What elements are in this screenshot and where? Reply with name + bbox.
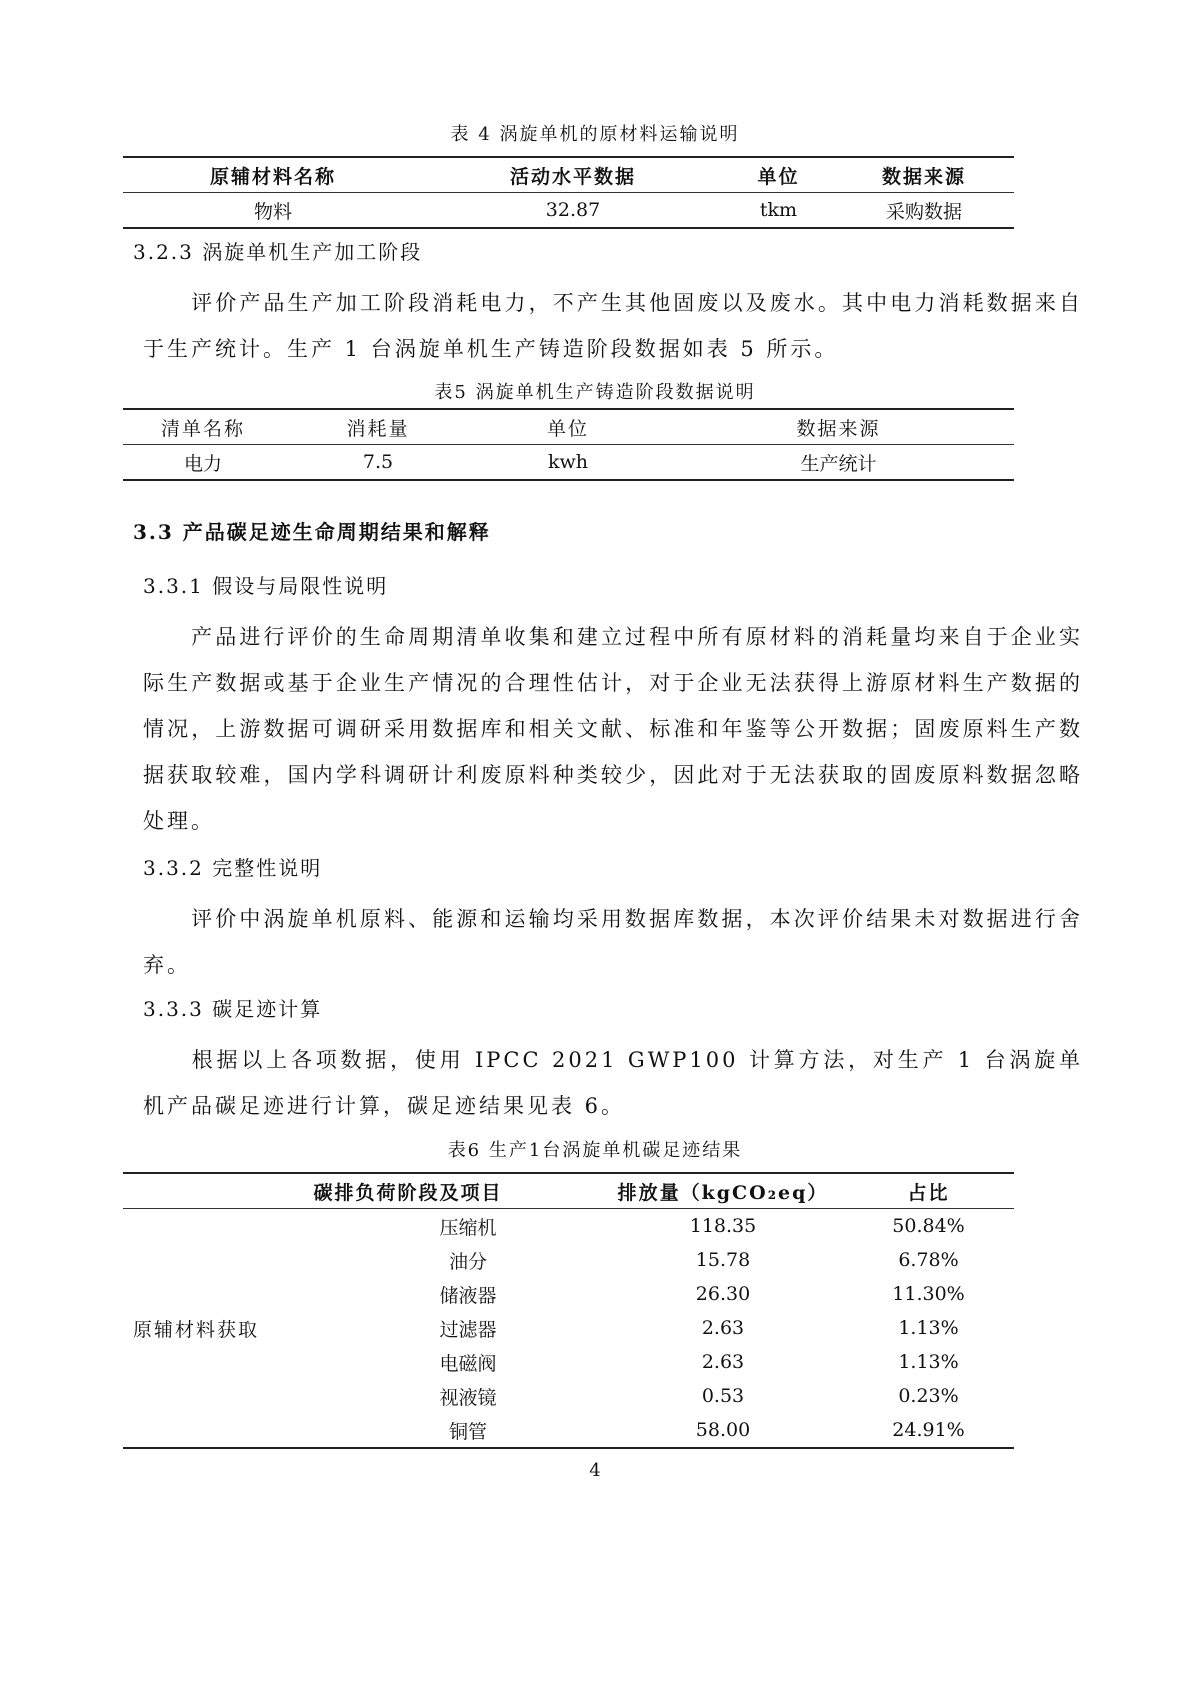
table4-header-cell: 原辅材料名称: [123, 157, 423, 193]
table6-value: 15.78: [695, 1249, 751, 1271]
table6-share: 24.91%: [843, 1413, 1014, 1448]
table4-cell: tkm: [723, 193, 834, 229]
paragraph-text: 评价中涡旋单机原料、能源和运输均采用数据库数据，本次评价结果未对数据进行舍弃。: [143, 907, 1083, 977]
table4-cell: 物料: [123, 193, 423, 229]
table6-value: 26.30: [695, 1283, 751, 1305]
table6-caption: 表6 生产1台涡旋单机碳足迹结果: [447, 1140, 743, 1161]
table-row: [123, 445, 1014, 481]
table5-header-cell: 数据来源: [663, 409, 1014, 445]
table-row: [123, 193, 1014, 229]
table6-share: 50.84%: [843, 1209, 1014, 1244]
table6-item: 储液器: [439, 1284, 497, 1307]
table4-cell: 采购数据: [834, 193, 1014, 229]
table-row: [123, 1209, 1014, 1244]
table6-value: 118.35: [603, 1209, 843, 1244]
table5-header-row: [123, 409, 1014, 445]
table6-share: 1.13%: [898, 1351, 959, 1373]
table6-header-emission: 排放量（kgCO₂eq）: [603, 1173, 843, 1209]
table5-header-cell: 单位: [473, 409, 663, 445]
table5-cell: 7.5: [283, 445, 473, 481]
page-number: 4: [589, 1460, 601, 1481]
section-3-3-1-heading: 3.3.1 假设与局限性说明: [143, 574, 389, 598]
section-3-3-3-heading: 3.3.3 碳足迹计算: [143, 997, 323, 1021]
paragraph-text: 评价产品生产加工阶段消耗电力，不产生其他固废以及废水。其中电力消耗数据来自于生产统计。生产 1 台涡旋单机生产铸造阶段数据如表 5 所示。: [143, 291, 1083, 361]
table5-header-cell: 清单名称: [123, 409, 283, 445]
section-3-2-3-heading: 3.2.3 涡旋单机生产加工阶段: [133, 240, 423, 264]
table5-header-cell: 消耗量: [283, 409, 473, 445]
table6-header-stage: 碳排负荷阶段及项目: [123, 1173, 603, 1209]
table6-header-share: 占比: [843, 1173, 1014, 1209]
table4-header-row: [123, 157, 1014, 193]
table6-item: 压缩机: [333, 1209, 603, 1244]
paragraph-production: [143, 280, 1083, 372]
table4-header-cell: 活动水平数据: [423, 157, 723, 193]
table4-header-cell: 单位: [723, 157, 834, 193]
section-3-3-heading: 3.3 产品碳足迹生命周期结果和解释: [133, 520, 491, 544]
table6-share: 11.30%: [892, 1283, 965, 1305]
paragraph-completeness: [143, 896, 1083, 988]
table6-item: 视液镜: [439, 1386, 497, 1409]
table6-share: 6.78%: [898, 1249, 959, 1271]
table4-cell: 32.87: [423, 193, 723, 229]
table4: [123, 156, 1014, 229]
table6: [123, 1172, 1014, 1449]
paragraph-text: 根据以上各项数据，使用 IPCC 2021 GWP100 计算方法，对生产 1 台涡旋单机产品碳足迹进行计算，碳足迹结果见表 6。: [143, 1048, 1083, 1118]
table5-cell: 生产统计: [663, 445, 1014, 481]
table4-caption: 表 4 涡旋单机的原材料运输说明: [450, 124, 740, 145]
table6-item: 铜管: [333, 1413, 603, 1448]
table5-caption: 表5 涡旋单机生产铸造阶段数据说明: [434, 382, 756, 403]
table6-share: 1.13%: [898, 1317, 959, 1339]
table5: [123, 408, 1014, 481]
table6-group-label: 原辅材料获取: [123, 1209, 333, 1449]
table6-value: 58.00: [603, 1413, 843, 1448]
section-3-3-2-heading: 3.3.2 完整性说明: [143, 856, 323, 880]
table6-item: 电磁阀: [439, 1352, 497, 1375]
paragraph-text: 产品进行评价的生命周期清单收集和建立过程中所有原材料的消耗量均来自于企业实际生产数据或基于企业生产情况的合理性估计，对于企业无法获得上游原材料生产数据的情况，上游数据可调研采用数据库和相关文献、标准和年鉴等公开数据；固废原料生产数据获取较难，国内学科调研计利废原料种类较少，因此对于无法获取的固废原料数据忽略处理。: [143, 625, 1083, 833]
table5-cell: kwh: [473, 445, 663, 481]
table6-value: 0.53: [701, 1385, 745, 1407]
paragraph-calculation: [143, 1037, 1083, 1129]
paragraph-assumptions: [143, 614, 1083, 844]
table6-value: 2.63: [701, 1351, 745, 1373]
table6-item: 过滤器: [439, 1318, 497, 1341]
table6-share: 0.23%: [898, 1385, 959, 1407]
table6-header-row: [123, 1173, 1014, 1209]
table4-header-cell: 数据来源: [834, 157, 1014, 193]
table5-cell: 电力: [123, 445, 283, 481]
table6-value: 2.63: [701, 1317, 745, 1339]
table6-item: 油分: [448, 1250, 487, 1273]
